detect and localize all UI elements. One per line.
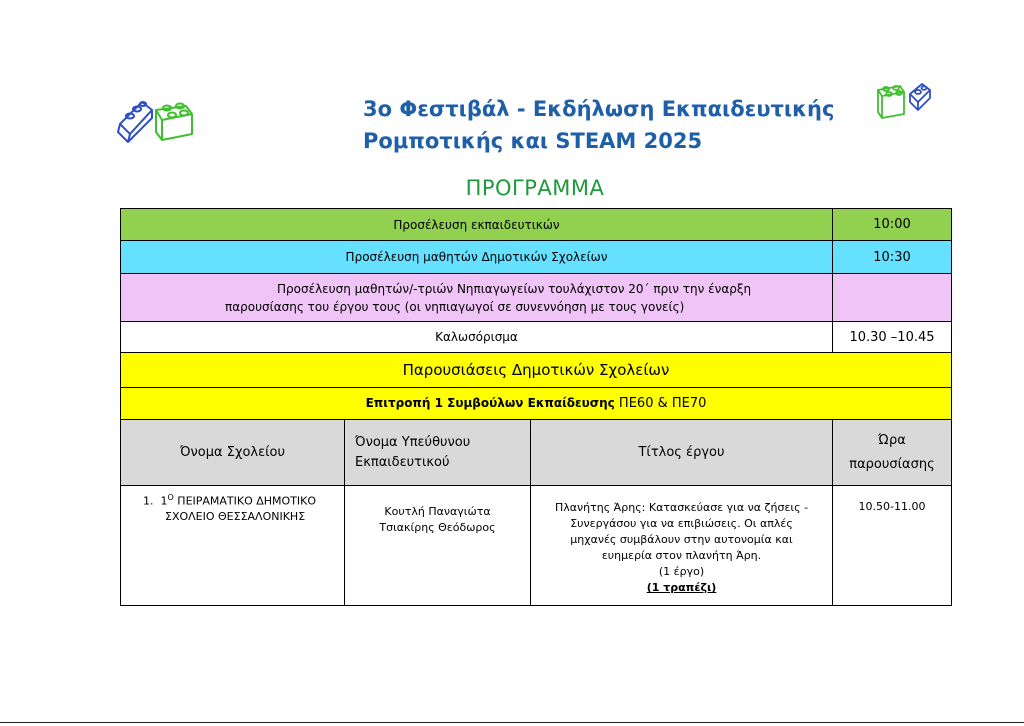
table-row: [121, 486, 952, 606]
schedule-item-time: 10:30: [833, 241, 952, 274]
column-header-teacher: [345, 420, 531, 486]
section-title-row: [121, 353, 952, 388]
committee-row: [121, 388, 952, 420]
entry-project-line: μηχανές συμβάλουν στην αυτονομία και: [570, 533, 793, 546]
committee-name: Επιτροπή 1 Συμβούλων Εκπαίδευσης: [365, 396, 615, 410]
entry-teacher: Τσιακίρης Θεόδωρος: [379, 521, 496, 534]
entry-number: 1.: [143, 494, 154, 508]
schedule-item-text-line2: παρουσίασης του έργου τους (οι νηπιαγωγοί σε συνεννόηση με τους γονείς): [225, 299, 685, 314]
schedule-table: [120, 208, 952, 606]
program-heading: ΠΡΟΓΡΑΜΜΑ: [465, 176, 605, 200]
column-header-teacher-line2: Εκπαιδευτικού: [355, 454, 450, 470]
section-title: Παρουσιάσεις Δημοτικών Σχολείων: [121, 353, 952, 388]
entry-project-line: ευημερία στον πλανήτη Άρη.: [601, 549, 762, 562]
entry-project: [531, 486, 833, 606]
column-header-school: Όνομα Σχολείου: [121, 420, 345, 486]
entry-project-tables: (1 τραπέζι): [646, 581, 717, 594]
schedule-item-time: [833, 274, 952, 322]
schedule-item-text-line1: Προσέλευση μαθητών/-τριών Νηπιαγωγείων τουλάχιστον 20΄ πριν την έναρξη: [277, 281, 752, 296]
column-header-teacher-line1: Όνομα Υπεύθυνου: [355, 434, 471, 450]
entry-teachers: [345, 486, 531, 606]
entry-school-prefix: 1: [160, 494, 168, 508]
entry-project-line: (1 έργο): [658, 565, 705, 578]
committee-label: [121, 388, 952, 420]
schedule-row: [121, 322, 952, 353]
entry-project-line: Πλανήτης Άρης: Κατασκεύασε για να ζήσεις -: [554, 501, 809, 514]
schedule-row: [121, 209, 952, 241]
event-title-line2: Ρομποτικής και STEAM 2025: [363, 129, 703, 153]
schedule-item-time: 10:00: [833, 209, 952, 241]
page-divider: [0, 722, 1024, 723]
schedule-row: [121, 241, 952, 274]
schedule-item-text: Προσέλευση μαθητών Δημοτικών Σχολείων: [121, 241, 833, 274]
schedule-item-text: Καλωσόρισμα: [121, 322, 833, 353]
lego-blocks-green-icon: [872, 80, 938, 122]
column-header-project: Τίτλος έργου: [531, 420, 833, 486]
entry-project-line: Συνεργάσου για να επιβιώσεις. Οι απλές: [570, 517, 793, 530]
entry-school-line1: ΠΕΙΡΑΜΑΤΙΚΟ ΔΗΜΟΤΙΚΟ: [173, 494, 317, 508]
lego-blocks-blue-icon: [112, 96, 202, 148]
entry-teacher: Κουτλή Παναγιώτα: [384, 505, 491, 518]
entry-school-sup: Ο: [167, 493, 174, 502]
schedule-item-text: Προσέλευση εκπαιδευτικών: [121, 209, 833, 241]
column-header-time-line1: Ώρα: [878, 432, 906, 448]
schedule-item-time: 10.30 –10.45: [833, 322, 952, 353]
event-title: [363, 93, 834, 157]
event-title-line1: 3ο Φεστιβάλ - Εκδήλωση Εκπαιδευτικής: [363, 97, 835, 121]
entry-school: [121, 486, 345, 606]
entry-school-line2: ΣΧΟΛΕΙΟ ΘΕΣΣΑΛΟΝΙΚΗΣ: [165, 509, 306, 523]
column-header-row: [121, 420, 952, 486]
schedule-row: [121, 274, 952, 322]
column-header-time: [833, 420, 952, 486]
schedule-item-text: [121, 274, 833, 322]
committee-specialties: ΠΕ60 & ΠΕ70: [614, 396, 707, 411]
entry-time: 10.50-11.00: [833, 486, 952, 606]
column-header-time-line2: παρουσίασης: [849, 456, 935, 472]
